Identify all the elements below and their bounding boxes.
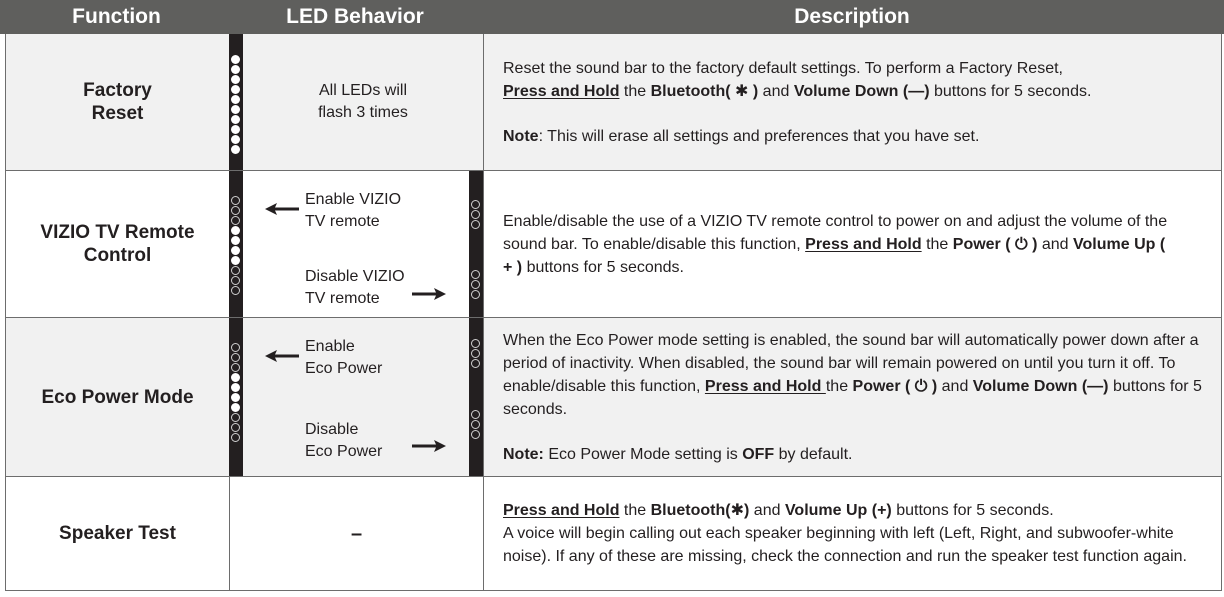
led-on-icon [231, 145, 240, 154]
led-behavior-cell [229, 477, 483, 590]
power-button-text: Power ( ⏻ ) [852, 377, 938, 395]
volume-up-button-text: Volume Up (+) [784, 502, 892, 519]
description-text: and [749, 502, 785, 519]
arrow-left-icon [265, 203, 299, 215]
led-text-line: TV remote [305, 290, 380, 307]
bluetooth-button-text: Bluetooth( ✱ ) [650, 82, 759, 100]
led-on-icon [231, 125, 240, 134]
table-row-factory-reset [5, 34, 1222, 171]
led-strip-icon [229, 171, 243, 317]
description-cell [483, 171, 1221, 317]
description-text: When the Eco Power mode setting is enabled, the sound bar will automatically power down after a period of inactivity. When disabled, the sound bar will remain powered on until you turn it off. To enable/disable this function, [503, 331, 1199, 395]
led-off-icon [471, 270, 480, 279]
led-dots [471, 338, 480, 368]
note-label: Note [503, 127, 539, 145]
led-off-icon [231, 216, 240, 225]
led-dots [471, 269, 480, 299]
led-off-icon [231, 363, 240, 372]
led-off-icon [231, 343, 240, 352]
led-off-icon [471, 410, 480, 419]
led-dots [231, 342, 240, 442]
note-text: by default. [774, 445, 853, 463]
led-off-icon [471, 200, 480, 209]
enable-led-text [305, 336, 382, 380]
table-header [0, 0, 1224, 34]
led-off-icon [471, 349, 480, 358]
bluetooth-button-text: Bluetooth(✱) [650, 502, 750, 519]
note-text: : This will erase all settings and preferences that you have set. [538, 127, 980, 145]
led-off-icon [231, 423, 240, 432]
function-label-line: Reset [91, 103, 144, 124]
led-dots [231, 195, 240, 295]
description-paragraph [503, 57, 1211, 103]
description-text: and [1037, 235, 1074, 253]
function-cell [6, 477, 229, 590]
description-text: buttons for 5 seconds. [929, 82, 1092, 100]
led-off-icon [231, 196, 240, 205]
led-strip-icon [469, 171, 483, 317]
led-on-icon [231, 256, 240, 265]
function-label-line: VIZIO TV Remote [40, 222, 195, 243]
led-dots [231, 54, 240, 154]
header-description: Description [794, 5, 910, 28]
volume-down-button-text: Volume Down (—) [793, 82, 930, 100]
led-text-line: Enable VIZIO [305, 191, 402, 208]
action-text: Press and Hold [704, 377, 826, 395]
led-strip-icon [229, 34, 243, 170]
table-row-vizio-tv-remote [5, 171, 1222, 318]
led-on-icon [231, 373, 240, 382]
led-on-icon [231, 85, 240, 94]
led-text-line: flash 3 times [318, 104, 408, 121]
note-value: OFF [742, 445, 775, 463]
led-on-icon [231, 105, 240, 114]
enable-led-text [305, 189, 401, 233]
note-label: Note: [503, 445, 544, 463]
led-off-icon [471, 359, 480, 368]
led-behavior-cell [229, 318, 483, 476]
power-button-text: Power ( ⏻ ) [952, 235, 1038, 253]
description-text: the [825, 377, 853, 395]
led-off-icon [231, 433, 240, 442]
function-cell [6, 318, 229, 476]
header-function: Function [72, 5, 161, 28]
volume-down-button-text: Volume Down (—) [972, 377, 1109, 395]
arrow-right-icon [412, 288, 446, 300]
function-label-line: Factory [83, 80, 152, 101]
arrow-right-icon [412, 440, 446, 452]
led-behavior-text [230, 477, 483, 590]
led-off-icon [231, 286, 240, 295]
description-paragraph [503, 210, 1211, 279]
arrow-left-icon [265, 350, 299, 362]
led-off-icon [231, 353, 240, 362]
header-led-behavior: LED Behavior [286, 5, 424, 28]
description-text: and [758, 82, 794, 100]
led-off-icon [471, 339, 480, 348]
description-cell [483, 34, 1221, 170]
led-dash: – [350, 522, 363, 545]
led-off-icon [231, 276, 240, 285]
function-label-line: Control [83, 245, 152, 266]
led-on-icon [231, 75, 240, 84]
led-dots [471, 199, 480, 229]
description-paragraph [503, 499, 1211, 568]
function-cell [6, 34, 229, 170]
function-cell [6, 171, 229, 317]
led-off-icon [471, 430, 480, 439]
description-text: the [921, 235, 953, 253]
led-text-line: TV remote [305, 213, 380, 230]
led-behavior-text [243, 34, 483, 170]
function-label-line: Speaker Test [59, 523, 176, 544]
led-behavior-cell [229, 171, 483, 317]
led-text-line: Disable [305, 421, 359, 438]
led-off-icon [471, 290, 480, 299]
disable-led-text [305, 266, 405, 310]
led-text-line: Disable VIZIO [305, 268, 405, 285]
note-text: Eco Power Mode setting is [543, 445, 743, 463]
led-text-line: Enable [305, 338, 355, 355]
led-strip-icon [469, 318, 483, 476]
action-text: Press and Hold [503, 502, 620, 519]
description-text: buttons for 5 seconds. [503, 377, 1202, 418]
led-on-icon [231, 393, 240, 402]
volume-up-button-text: Volume Up ( + ) [503, 235, 1166, 276]
led-on-icon [231, 135, 240, 144]
function-label-line: Eco Power Mode [41, 386, 194, 408]
led-off-icon [471, 420, 480, 429]
note-paragraph [503, 125, 1211, 148]
action-text: Press and Hold [805, 235, 922, 253]
description-text: A voice will begin calling out each speaker beginning with left (Left, Right, and subwoofer-white noise). If any of these are missing, check the connection and run the speaker test function again. [503, 525, 1187, 565]
description-text: Enable/disable the use of a VIZIO TV remote control to power on and adjust the volume of the sound bar. To enable/disable this function, [503, 212, 1168, 253]
led-off-icon [231, 206, 240, 215]
description-cell [483, 318, 1221, 476]
led-on-icon [231, 236, 240, 245]
led-off-icon [231, 413, 240, 422]
led-on-icon [231, 226, 240, 235]
description-text: and [937, 377, 973, 395]
led-on-icon [231, 55, 240, 64]
led-text-line: Eco Power [305, 443, 383, 460]
led-on-icon [231, 246, 240, 255]
led-off-icon [471, 280, 480, 289]
description-text: Reset the sound bar to the factory default settings. To perform a Factory Reset, [503, 59, 1063, 77]
led-text-line: All LEDs will [318, 82, 407, 99]
description-text: buttons for 5 seconds. [891, 502, 1054, 519]
led-on-icon [231, 115, 240, 124]
led-off-icon [231, 266, 240, 275]
led-off-icon [471, 210, 480, 219]
description-paragraph [503, 329, 1211, 421]
led-on-icon [231, 403, 240, 412]
led-off-icon [471, 220, 480, 229]
led-behavior-cell [229, 34, 483, 170]
disable-led-text [305, 419, 382, 463]
led-strip-icon [229, 318, 243, 476]
description-cell [483, 477, 1221, 590]
led-on-icon [231, 65, 240, 74]
led-on-icon [231, 383, 240, 392]
table-row-speaker-test [5, 477, 1222, 591]
action-text: Press and Hold [503, 82, 620, 100]
note-paragraph [503, 443, 1211, 466]
led-text-line: Eco Power [305, 360, 383, 377]
description-text: the [619, 82, 651, 100]
led-dots [471, 409, 480, 439]
led-on-icon [231, 95, 240, 104]
table-row-eco-power-mode [5, 318, 1222, 477]
description-text: buttons for 5 seconds. [522, 258, 684, 276]
description-text: the [619, 502, 651, 519]
